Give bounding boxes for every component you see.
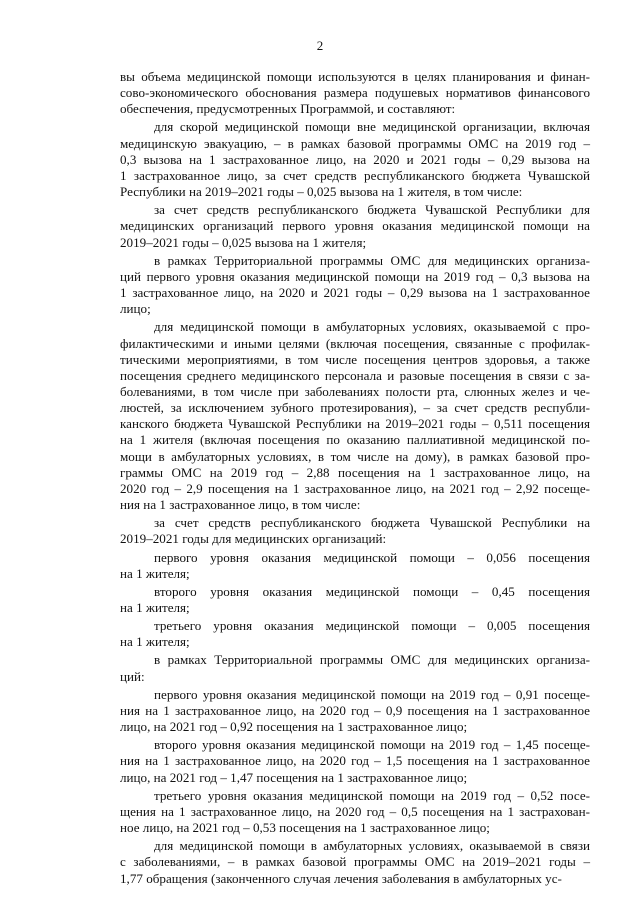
text-line: филактическими и иными целями (включая посещения, связанные с профилак- bbox=[120, 335, 590, 351]
text-line: 2019–2021 годы для медицинских организаций: bbox=[120, 531, 387, 547]
text-line: лицо; bbox=[120, 301, 151, 317]
paragraph bbox=[120, 838, 590, 886]
paragraph bbox=[120, 788, 590, 836]
text-line: на 1 жителя (включая посещения по оказанию паллиативной медицинской по- bbox=[120, 432, 590, 448]
text-line: 1,77 обращения (законченного случая лечения заболевания в амбулаторных ус- bbox=[120, 870, 562, 886]
text-line: сово-экономического обоснования размера подушевых нормативов финансового bbox=[120, 85, 590, 101]
paragraph bbox=[120, 652, 590, 684]
text-line: для скорой медицинской помощи вне медицинской организации, включая bbox=[154, 119, 590, 135]
text-line: ния на 1 застрахованное лицо, на 2020 год – 0,9 посещения на 1 застрахованное bbox=[120, 702, 590, 718]
paragraph bbox=[120, 687, 590, 735]
text-line: обеспечения, предусмотренных Программой, и составляют: bbox=[120, 101, 456, 117]
document-body bbox=[120, 69, 590, 889]
paragraph bbox=[120, 119, 590, 200]
paragraph bbox=[120, 550, 590, 582]
paragraph bbox=[120, 319, 590, 513]
text-line: в рамках Территориальной программы ОМС для медицинских организа- bbox=[154, 652, 590, 668]
text-line: лицо, на 2021 год – 1,47 посещения на 1 застрахованное лицо; bbox=[120, 769, 468, 785]
text-line: на 1 жителя; bbox=[120, 600, 190, 615]
text-line: щения на 1 застрахованное лицо, на 2020 год – 0,5 посещения на 1 застрахован- bbox=[120, 803, 590, 819]
text-line: мощи в амбулаторных условиях, в том числе на дому), в рамках базовой про- bbox=[120, 448, 590, 464]
text-line: второго уровня оказания медицинской помощи на 2019 год – 1,45 посеще- bbox=[154, 737, 590, 753]
text-line: граммы ОМС на 2019 год – 2,88 посещения на 1 застрахованное лицо, на bbox=[120, 464, 590, 480]
text-line: ное лицо, на 2021 год – 0,53 посещения на 1 застрахованное лицо; bbox=[120, 820, 490, 836]
paragraph bbox=[120, 737, 590, 785]
text-line: люстей, за исключением зубного протезирования), – за счет средств республи- bbox=[120, 400, 590, 416]
text-line: медицинскую эвакуацию, – в рамках базовой программы ОМС на 2019 год – bbox=[120, 135, 590, 151]
text-line: ций первого уровня оказания медицинской помощи на 2019 год – 0,3 вызова на bbox=[120, 268, 590, 284]
text-line: третьего уровня оказания медицинской помощи – 0,005 посещения bbox=[154, 618, 590, 634]
text-line: ния на 1 застрахованное лицо, в том числе: bbox=[120, 497, 361, 513]
paragraph bbox=[120, 618, 590, 650]
text-line: 2020 год – 2,9 посещения на 1 застрахованное лицо, на 2021 год – 2,92 посеще- bbox=[120, 480, 590, 496]
text-line: 1 застрахованное лицо, за счет средств республиканского бюджета Чувашской bbox=[120, 167, 590, 183]
text-line: для медицинской помощи в амбулаторных условиях, оказываемой с про- bbox=[154, 319, 590, 335]
text-line: Республики на 2019–2021 годы – 0,025 вызова на 1 жителя, в том числе: bbox=[120, 184, 523, 200]
text-line: первого уровня оказания медицинской помощи – 0,056 посещения bbox=[154, 549, 590, 565]
paragraph bbox=[120, 69, 590, 117]
text-line: медицинских организаций первого уровня оказания медицинской помощи на bbox=[120, 218, 590, 234]
text-line: первого уровня оказания медицинской помощи на 2019 год – 0,91 посеще- bbox=[154, 686, 590, 702]
paragraph bbox=[120, 515, 590, 547]
text-line: в рамках Территориальной программы ОМС для медицинских организа- bbox=[154, 252, 590, 268]
text-line: за счет средств республиканского бюджета Чувашской Республики для bbox=[154, 202, 590, 218]
text-line: канского бюджета Чувашской Республики на 2019–2021 годы – 0,511 посещения bbox=[120, 416, 590, 432]
text-line: третьего уровня оказания медицинской помощи на 2019 год – 0,52 посе- bbox=[154, 787, 590, 803]
paragraph bbox=[120, 584, 590, 616]
page-number: 2 bbox=[316, 38, 324, 53]
text-line: за счет средств республиканского бюджета Чувашской Республики на bbox=[154, 515, 590, 531]
text-line: для медицинской помощи в амбулаторных условиях, оказываемой в связи bbox=[154, 838, 590, 854]
text-line: 1 застрахованное лицо, на 2020 и 2021 годы – 0,29 вызова на 1 застрахованное bbox=[120, 285, 590, 301]
text-line: 0,3 вызова на 1 застрахованное лицо, на 2020 и 2021 годы – 0,29 вызова на bbox=[120, 151, 590, 167]
paragraph bbox=[120, 253, 590, 318]
text-line: вы объема медицинской помощи используются в целях планирования и финан- bbox=[120, 69, 590, 84]
text-line: лицо, на 2021 год – 0,92 посещения на 1 застрахованное лицо; bbox=[120, 719, 468, 735]
text-line: 2019–2021 годы – 0,025 вызова на 1 жителя; bbox=[120, 234, 367, 250]
text-line: на 1 жителя; bbox=[120, 565, 190, 581]
text-line: ций: bbox=[120, 668, 145, 684]
text-line: ния на 1 застрахованное лицо, на 2020 год – 1,5 посещения на 1 застрахованное bbox=[120, 753, 590, 769]
paragraph bbox=[120, 202, 590, 250]
text-line: второго уровня оказания медицинской помощи – 0,45 посещения bbox=[154, 583, 590, 599]
text-line: болеваниями, в том числе при заболеваниях полости рта, слюнных желез и че- bbox=[120, 383, 590, 399]
text-line: тическими мероприятиями, в том числе посещения центров здоровья, а также bbox=[120, 351, 590, 367]
text-line: посещения среднего медицинского персонала и разовые посещения в связи с за- bbox=[120, 367, 590, 383]
text-line: с заболеваниями, – в рамках базовой программы ОМС на 2019–2021 годы – bbox=[120, 854, 590, 870]
text-line: на 1 жителя; bbox=[120, 634, 190, 650]
